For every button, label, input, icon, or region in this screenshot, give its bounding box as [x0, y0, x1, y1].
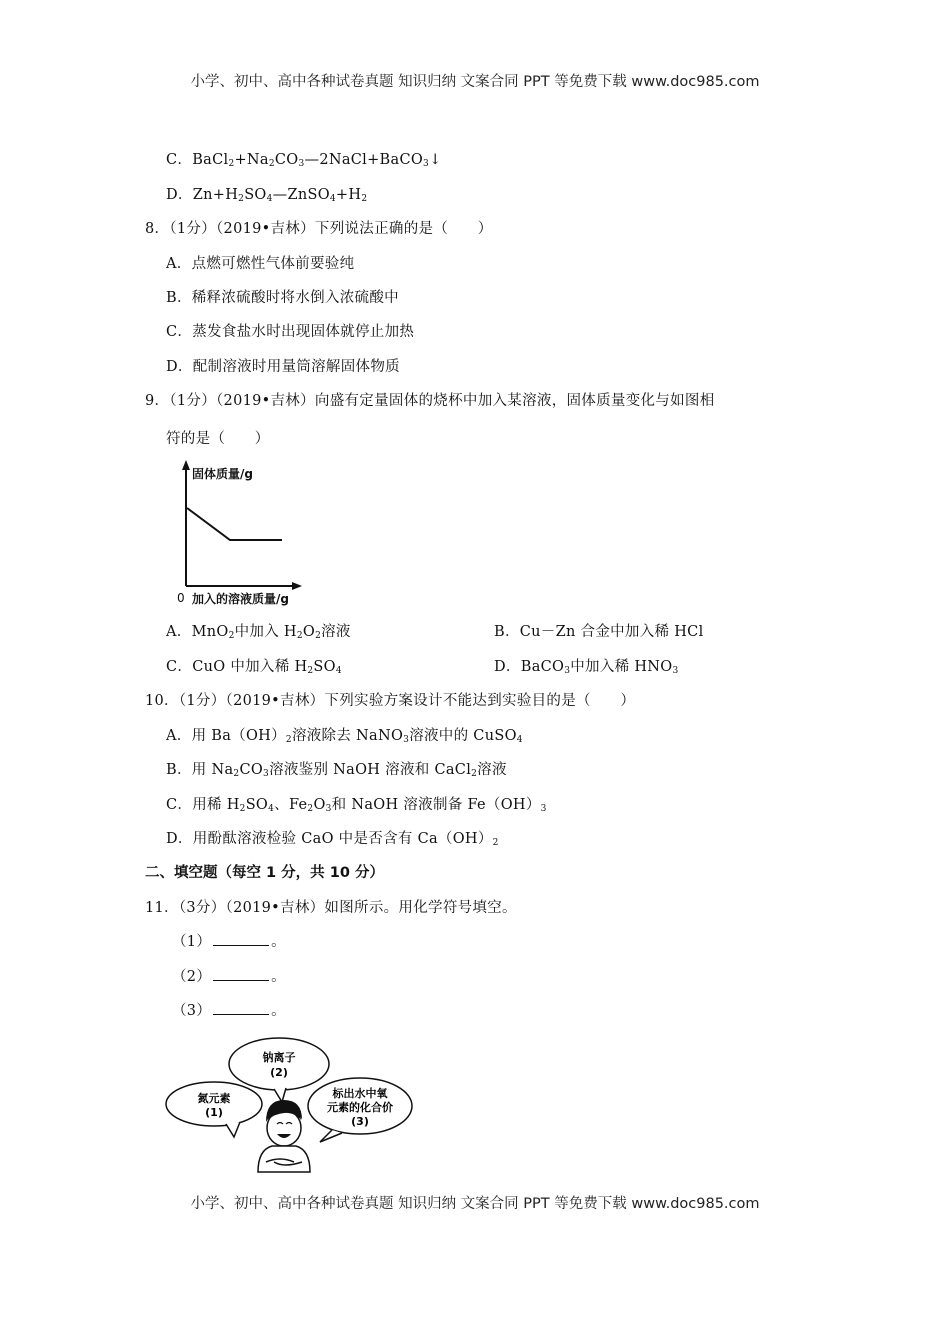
q10-option-c: C．用稀 $H_2SO_4$、$Fe_2O_3$和 NaOH 溶液制备 $Fe(OH)_3$ — [166, 797, 547, 814]
q9-option-c: C．CuO 中加入稀 $H_2SO_4$ — [166, 659, 342, 676]
q9-option-d: D．BaCO$_3$中加入稀 $HNO_3$ — [494, 659, 679, 676]
q9-stem-line1: 9．（1分）（2019•吉林）向盛有定量固体的烧杯中加入某溶液，固体质量变化与如图相 — [145, 393, 715, 409]
q10-stem: 10．（1分）（2019•吉林）下列实验方案设计不能达到实验目的是（ ） — [145, 693, 636, 709]
svg-text:(2): (2) — [270, 1066, 288, 1079]
q8-option-b: B．稀释浓硫酸时将水倒入浓硫酸中 — [166, 290, 399, 306]
q11-cartoon-boy-speech-bubbles — [162, 1034, 422, 1174]
y-axis-label: 固体质量/g — [192, 467, 253, 481]
svg-text:(3): (3) — [351, 1115, 369, 1128]
q10-option-d: D．用酚酞溶液检验 CaO 中是否含有 $Ca(OH)_2$ — [166, 831, 499, 848]
answer-blank[interactable] — [213, 1002, 269, 1015]
section-title-fill-in: 二、填空题（每空 1 分，共 10 分） — [145, 865, 384, 881]
cartoon-illustration — [162, 1034, 422, 1174]
svg-text:(1): (1) — [205, 1106, 223, 1119]
x-axis-label: 加入的溶液质量/g — [192, 592, 289, 606]
svg-text:标出水中氧: 标出水中氧 — [332, 1087, 388, 1100]
q8-option-a: A．点燃可燃性气体前要验纯 — [166, 256, 355, 272]
option-label: C． — [166, 152, 193, 168]
svg-text:元素的化合价: 元素的化合价 — [327, 1101, 393, 1114]
option-label: D． — [166, 187, 193, 203]
q11-blank-3: （3） 。 — [172, 1003, 286, 1019]
svg-text:钠离子: 钠离子 — [262, 1051, 296, 1064]
q10-option-b: B．用 $Na_2CO_3$溶液鉴别 NaOH 溶液和 CaCl$_2$溶液 — [166, 762, 507, 779]
speech-bubble-2 — [229, 1038, 329, 1090]
x-axis-arrow-icon — [292, 582, 302, 590]
q11-stem: 11．（3分）（2019•吉林）如图所示。用化学符号填空。 — [145, 900, 517, 916]
q11-blank-2: （2） 。 — [172, 969, 286, 985]
answer-blank[interactable] — [213, 968, 269, 981]
boy-figure-icon — [258, 1100, 310, 1172]
q11-blank-1: （1） 。 — [172, 934, 286, 950]
origin-label: 0 — [177, 591, 185, 605]
answer-blank[interactable] — [213, 933, 269, 946]
q9-solid-mass-graph — [162, 458, 312, 608]
q9-option-b: B．Cu－Zn 合金中加入稀 HCl — [494, 624, 704, 640]
q10-option-a: A．用 $Ba(OH)_2$溶液除去 NaNO$_3$溶液中的 CuSO$_4$ — [166, 728, 523, 745]
q9-option-a: A．MnO$_2$中加入 $H_2O_2$溶液 — [166, 624, 351, 641]
q8-option-c: C．蒸发食盐水时出现固体就停止加热 — [166, 324, 415, 340]
q8-stem: 8．（1分）（2019•吉林）下列说法正确的是（ ） — [145, 221, 493, 237]
q9-stem-line2: 符的是（ ） — [166, 431, 270, 447]
q8-option-d: D．配制溶液时用量筒溶解固体物质 — [166, 359, 400, 375]
data-line — [187, 508, 282, 540]
line-chart — [162, 458, 312, 608]
y-axis-arrow-icon — [182, 460, 190, 470]
page-header-banner: 小学、初中、高中各种试卷真题 知识归纳 文案合同 PPT 等免费下载 www.doc985.com — [190, 74, 760, 90]
page-footer-banner: 小学、初中、高中各种试卷真题 知识归纳 文案合同 PPT 等免费下载 www.doc985.com — [190, 1196, 760, 1212]
q7-option-c: C．$BaCl_2+Na_2CO_3—2NaCl+BaCO_3↓$ — [166, 152, 442, 169]
q7-option-d: D．$Zn+H_2SO_4—ZnSO_4+H_2$ — [166, 187, 368, 204]
svg-text:氮元素: 氮元素 — [197, 1092, 231, 1105]
